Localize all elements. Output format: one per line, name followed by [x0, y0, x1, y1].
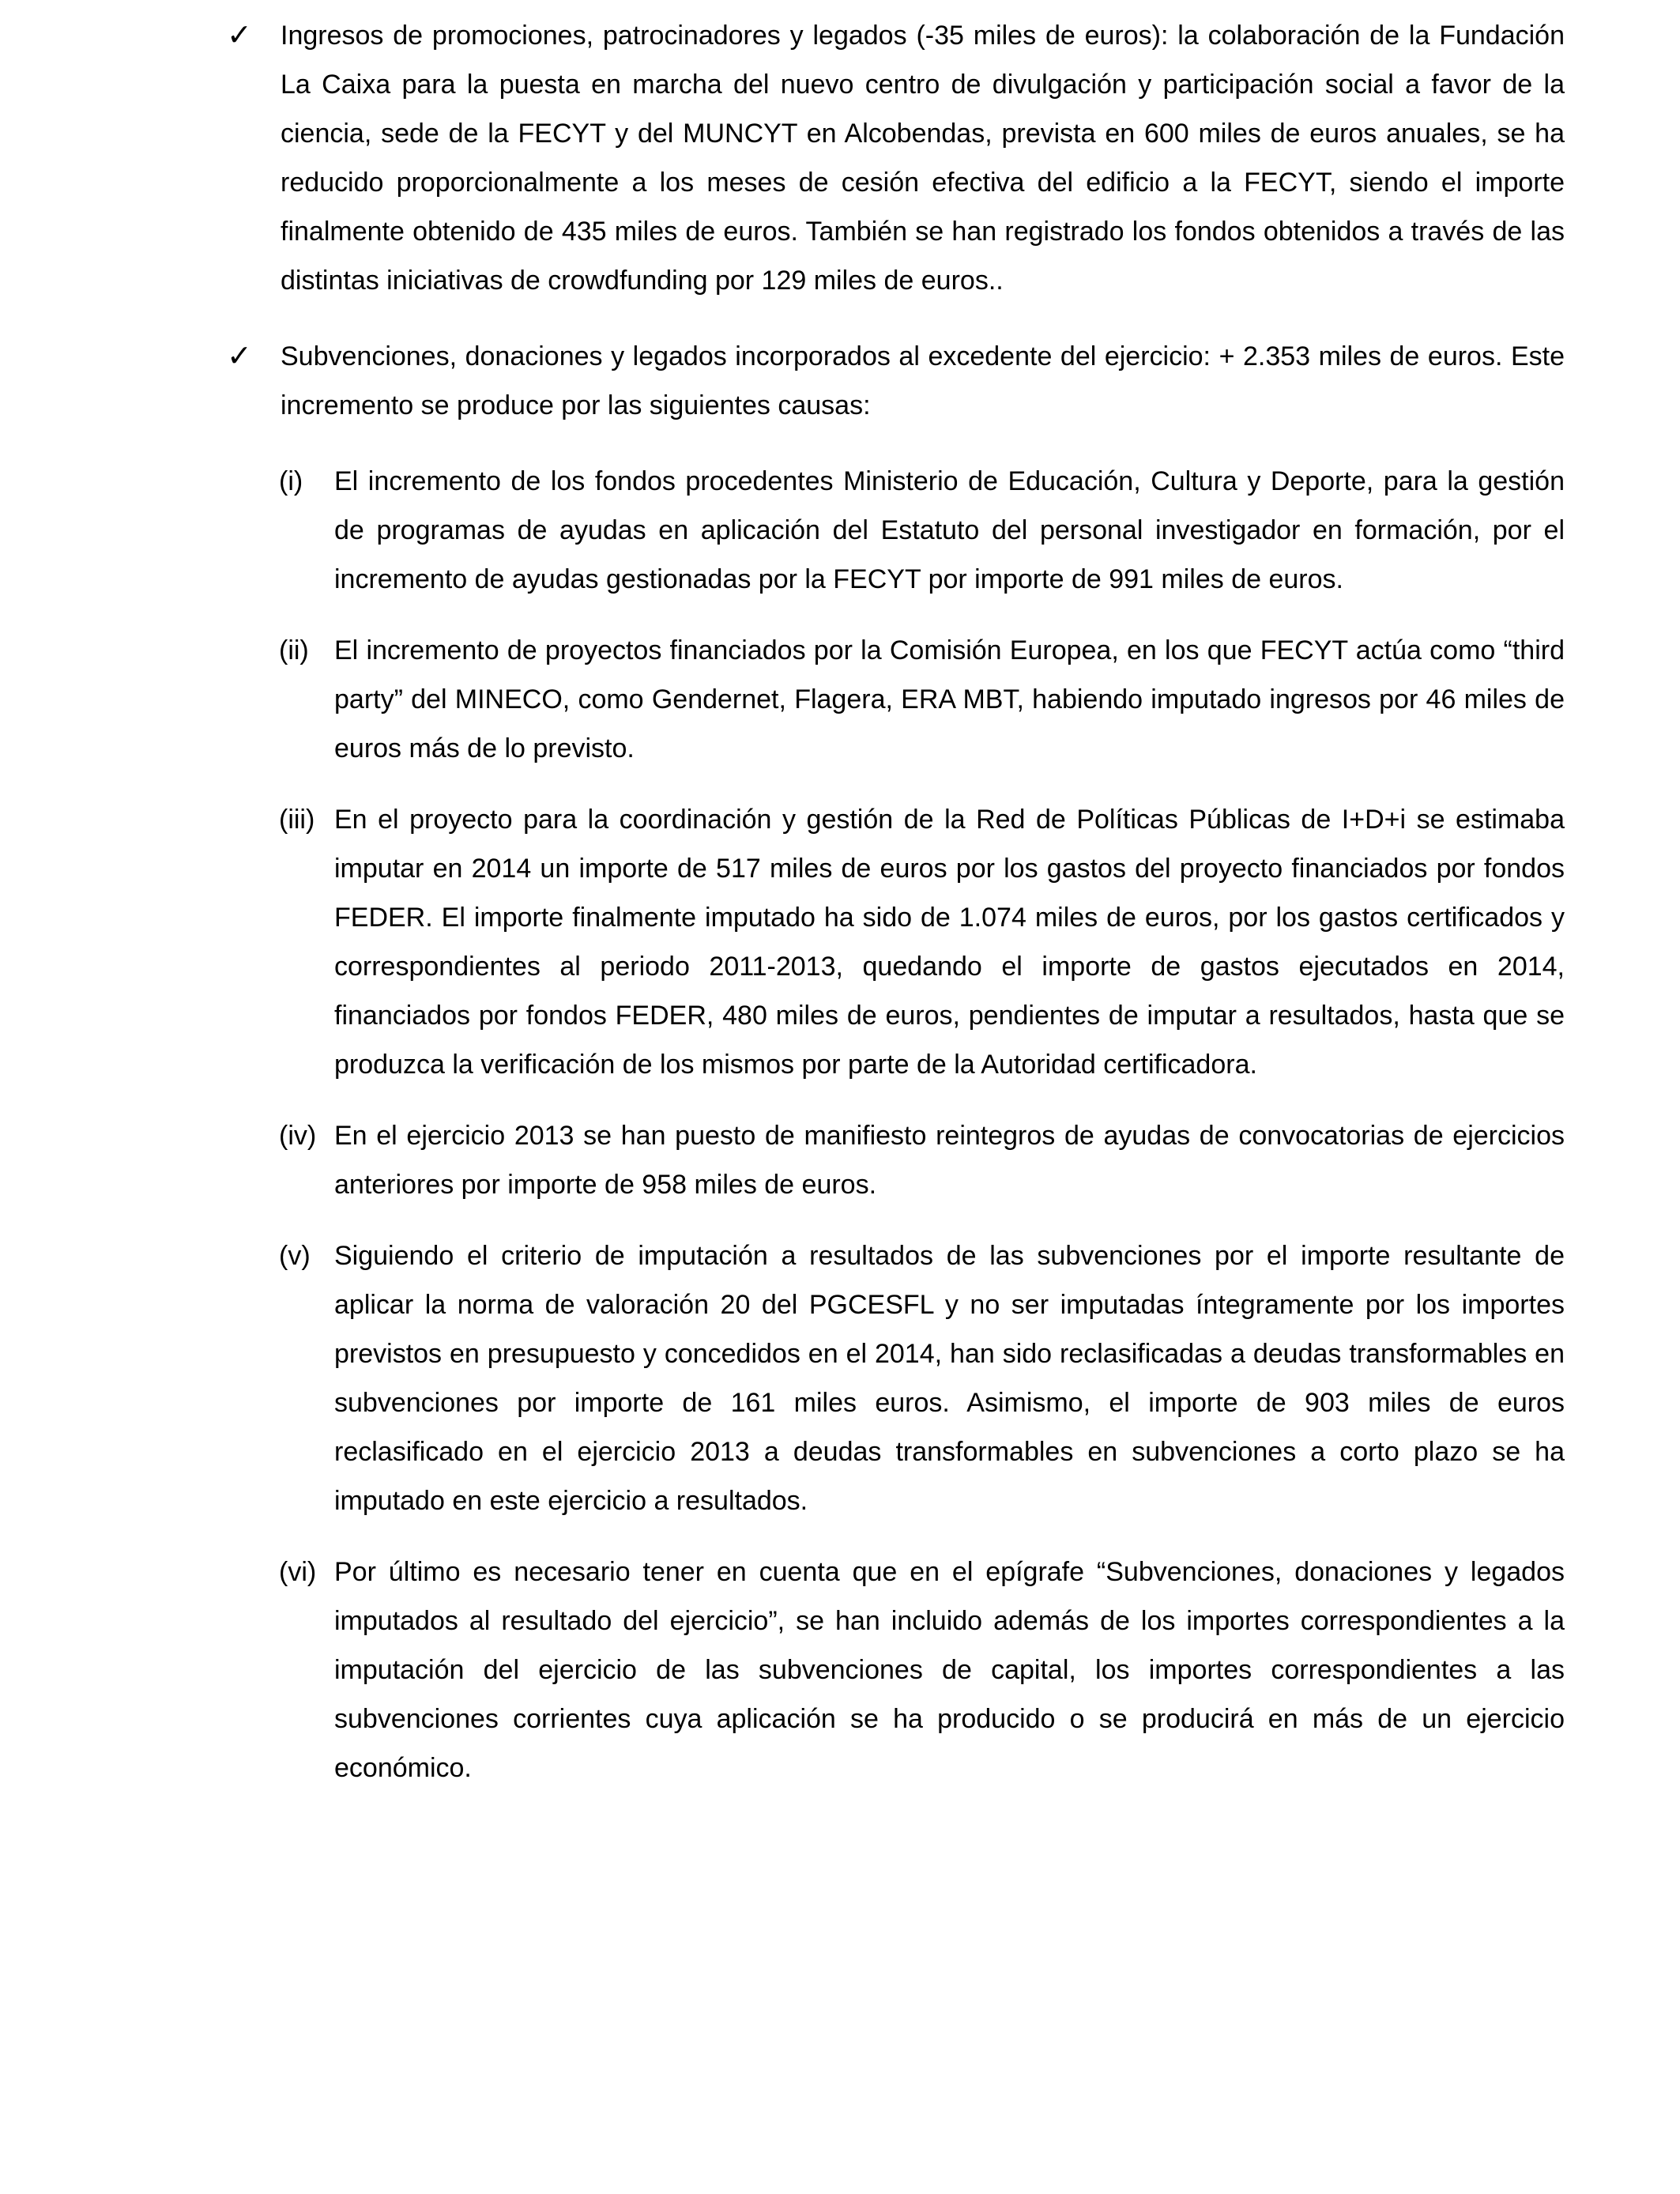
sub-item-i-label: (i) [279, 466, 303, 496]
roman-numeral-sublist [279, 457, 1565, 1793]
bullet-subvenciones-text: Subvenciones, donaciones y legados incorporados al excedente del ejercicio: + 2.353 miles de euros. Este incremento se produce por las siguientes causas: [281, 341, 1565, 420]
document-content [227, 11, 1565, 1793]
sub-item-iv-text: En el ejercicio 2013 se han puesto de manifiesto reintegros de ayudas de convocatorias de ejercicios anteriores por importe de 958 miles de euros. [334, 1121, 1565, 1200]
sub-item-v-text: Siguiendo el criterio de imputación a resultados de las subvenciones por el importe resultante de aplicar la norma de valoración 20 del PGCESFL y no ser imputadas íntegramente por los importes previstos en presupuesto y concedidos en el 2014, han sido reclasificadas a deudas transformables en subvenciones por importe de 161 miles euros. Asimismo, el importe de 903 miles de euros reclasificado en el ejercicio 2013 a deudas transformables en subvenciones a corto plazo se ha imputado en este ejercicio a resultados. [334, 1241, 1565, 1516]
checkmark-icon: ✓ [227, 19, 252, 52]
sub-item-v [279, 1231, 1565, 1525]
sub-item-iii-label: (iii) [279, 805, 315, 835]
bullet-item-ingresos [227, 11, 1565, 305]
sub-item-i-text: El incremento de los fondos procedentes Ministerio de Educación, Cultura y Deporte, para la gestión de programas de ayudas en aplicación del Estatuto del personal investigador en formación, por el incremento de ayudas gestionadas por la FECYT por importe de 991 miles de euros. [334, 466, 1565, 594]
sub-item-v-label: (v) [279, 1241, 311, 1271]
bullet-item-subvenciones [227, 332, 1565, 430]
bullet-ingresos-text: Ingresos de promociones, patrocinadores y legados (-35 miles de euros): la colaboración de la Fundación La Caixa para la puesta en marcha del nuevo centro de divulgación y participación social a favor de la ciencia, sede de la FECYT y del MUNCYT en Alcobendas, prevista en 600 miles de euros anuales, se ha reducido proporcionalmente a los meses de cesión efectiva del edificio a la FECYT, siendo el importe finalmente obtenido de 435 miles de euros. También se han registrado los fondos obtenidos a través de las distintas iniciativas de crowdfunding por 129 miles de euros.. [281, 21, 1565, 296]
sub-item-ii-label: (ii) [279, 635, 309, 665]
sub-item-vi-text: Por último es necesario tener en cuenta que en el epígrafe “Subvenciones, donaciones y legados imputados al resultado del ejercicio”, se han incluido además de los importes correspondientes a la imputación del ejercicio de las subvenciones de capital, los importes correspondientes a las subvenciones corrientes cuya aplicación se ha producido o se producirá en más de un ejercicio económico. [334, 1557, 1565, 1783]
sub-item-ii-text: El incremento de proyectos financiados por la Comisión Europea, en los que FECYT actúa como “third party” del MINECO, como Gendernet, Flagera, ERA MBT, habiendo imputado ingresos por 46 miles de euros más de lo previsto. [334, 635, 1565, 763]
sub-item-iii [279, 795, 1565, 1089]
sub-item-vi-label: (vi) [279, 1557, 317, 1587]
sub-item-iv [279, 1111, 1565, 1209]
sub-item-iv-label: (iv) [279, 1121, 317, 1151]
sub-item-vi [279, 1547, 1565, 1793]
sub-item-i [279, 457, 1565, 604]
checkmark-icon: ✓ [227, 340, 252, 373]
sub-item-ii [279, 626, 1565, 773]
sub-item-iii-text: En el proyecto para la coordinación y gestión de la Red de Políticas Públicas de I+D+i se estimaba imputar en 2014 un importe de 517 miles de euros por los gastos del proyecto financiados por fondos FEDER. El importe finalmente imputado ha sido de 1.074 miles de euros, por los gastos certificados y correspondientes al periodo 2011-2013, quedando el importe de gastos ejecutados en 2014, financiados por fondos FEDER, 480 miles de euros, pendientes de imputar a resultados, hasta que se produzca la verificación de los mismos por parte de la Autoridad certificadora. [334, 805, 1565, 1080]
